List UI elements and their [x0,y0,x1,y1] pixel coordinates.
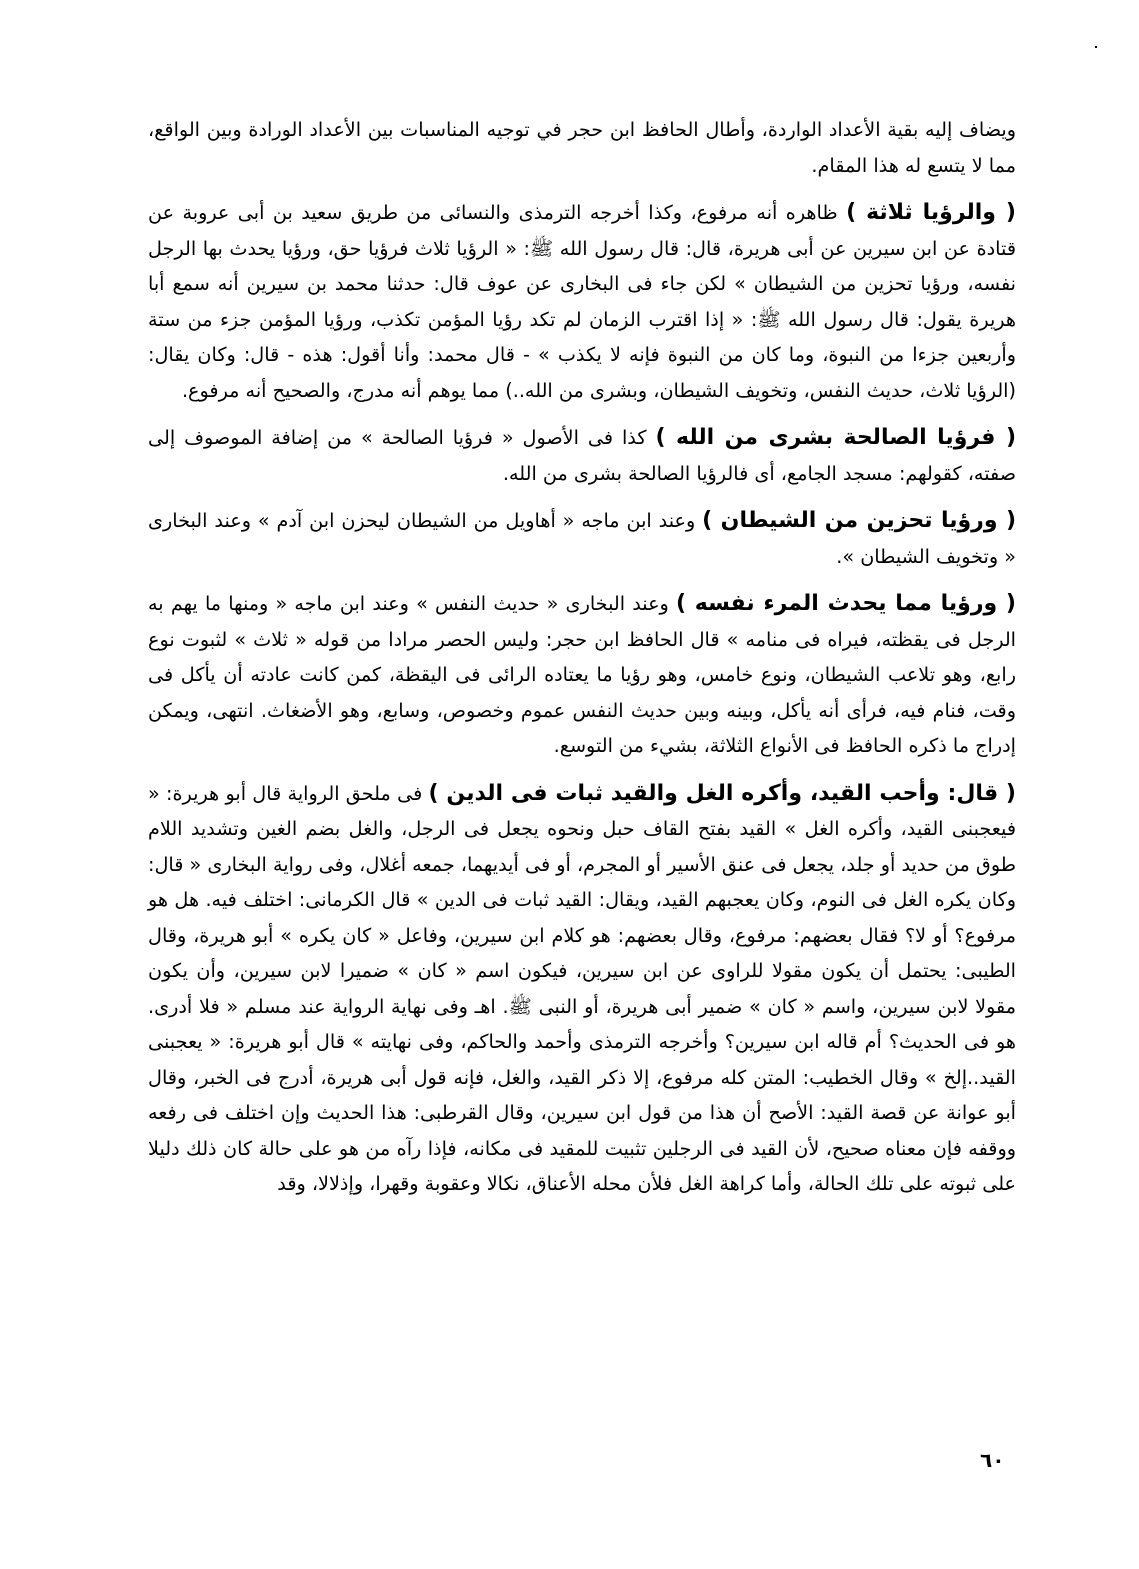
paragraph-text: كذا فى الأصول « فرؤيا الصالحة » من إضافة الموصوف إلى صفته، كقولهم: مسجد الجامع، أى فالرؤيا الصالحة بشرى من الله. [148,426,1016,485]
paragraph-continuation [148,112,1016,183]
paragraph-good-dream [148,420,1016,491]
scan-speck [1095,46,1097,48]
paragraph-text: فى ملحق الرواية قال أبو هريرة: « فيعجبنى القيد، وأكره الغل » القيد بفتح القاف حبل ونحوه يجعل فى الرجل، والغل بضم الغين وتشديد اللام طوق من حديد أو جلد، يجعل فى عنق الأسير أو المجرم، أو فى أيديهما، جمعه أغلال، وفى رواية البخارى « قال: وكان يكره الغل فى النوم، وكان يعجبهم القيد، ويقال: القيد ثبات فى الدين » قال الكرمانى: اختلف فيه. هل هو مرفوع؟ أو لا؟ فقال بعضهم: مرفوع، وقال بعضهم: هو كلام ابن سيرين، وفاعل « كان يكره » أبو هريرة، وقال الطيبى: يحتمل أن يكون مقولا للراوى عن ابن سيرين، فيكون اسم « كان » ضميرا لابن سيرين، وأن يكون مقولا لابن سيرين، واسم « كان » ضمير أبى هريرة، أو النبى ﷺ. اهـ وفى نهاية الرواية عند مسلم « فلا أدرى. هو فى الحديث؟ أم قاله ابن سيرين؟ وأخرجه الترمذى وأحمد والحاكم، وفى نهايته » قال أبو هريرة: « يعجبنى القيد..إلخ » وقال الخطيب: المتن كله مرفوع، إلا ذكر القيد، والغل، فإنه قول أبى هريرة، أدرج فى الخبر، وقال أبو عوانة عن قصة القيد: الأصح أن هذا من قول ابن سيرين، وقال القرطبى: هذا الحديث وإن اختلف فى رفعه ووقفه فإن معناه صحيح، لأن القيد فى الرجلين تثبيت للمقيد فى مكانه، فإذا رآه من هو على حالة كان ذلك دليلا على ثبوته على تلك الحالة، وأما كراهة الغل فلأن محله الأعناق، نكالا وعقوبة وقهرا، وإذلالا، وقد [148,781,1016,1195]
paragraph-dreams-three [148,195,1016,408]
paragraph-heading: ( قال: وأحب القيد، وأكره الغل والقيد ثبات فى الدين ) [428,780,1016,806]
paragraph-text: ظاهره أنه مرفوع، وكذا أخرجه الترمذى والنسائى من طريق سعيد بن أبى عروبة عن قتادة عن ابن سيرين عن أبى هريرة، قال: قال رسول الله ﷺ: « الرؤيا ثلاث فرؤيا حق، ورؤيا يحدث بها الرجل نفسه، ورؤيا تحزين من الشيطان » لكن جاء فى البخارى عن عوف قال: حدثنا محمد بن سيرين أنه سمع أبا هريرة يقول: قال رسول الله ﷺ: « إذا اقترب الزمان لم تكد رؤيا المؤمن تكذب، ورؤيا المؤمن جزء من ستة وأربعين جزءا من النبوة، وما كان من النبوة فإنه لا يكذب » - قال محمد: وأنا أقول: هذه - قال: وكان يقال: (الرؤيا ثلاث، حديث النفس، وتخويف الشيطان، وبشرى من الله..) مما يوهم أنه مدرج، والصحيح أنه مرفوع. [148,201,1016,402]
paragraph-text: ويضاف إليه بقية الأعداد الواردة، وأطال الحافظ ابن حجر في توجيه المناسبات بين الأعداد الورادة وبين الواقع، مما لا يتسع له هذا المقام. [148,118,1016,177]
paragraph-heading: ( ورؤيا تحزين من الشيطان ) [702,508,1017,533]
paragraph-heading: ( والرؤيا ثلاثة ) [846,200,1016,225]
paragraph-text: وعند ابن ماجه « أهاويل من الشيطان ليحزن ابن آدم » وعند البخارى « وتخويف الشيطان ». [148,509,1016,568]
paragraph-shackle [148,776,1016,1202]
paragraph-heading: ( فرؤيا الصالحة بشرى من الله ) [655,425,1016,450]
paragraph-satan-dream [148,503,1016,574]
paragraph-heading: ( ورؤيا مما يحدث المرء نفسه ) [676,591,1016,616]
page-number: ٦٠ [980,1448,1005,1472]
book-page [148,112,1016,1202]
paragraph-text: وعند البخارى « حديث النفس » وعند ابن ماجه « ومنها ما يهم به الرجل فى يقظته، فيراه فى منامه » قال الحافظ ابن حجر: وليس الحصر مرادا من قوله « ثلاث » لثبوت نوع رابع، وهو تلاعب الشيطان، ونوع خامس، وهو رؤيا ما يعتاده الرائى فى اليقظة، كمن كانت عادته أن يأكل فى وقت، فنام فيه، فرأى أنه يأكل، وبينه وبين حديث النفس عموم وخصوص، وسابع، وهو الأضغاث. انتهى، ويمكن إدراج ما ذكره الحافظ فى الأنواع الثلاثة، بشيء من التوسع. [148,592,1016,757]
paragraph-self-talk-dream [148,586,1016,764]
